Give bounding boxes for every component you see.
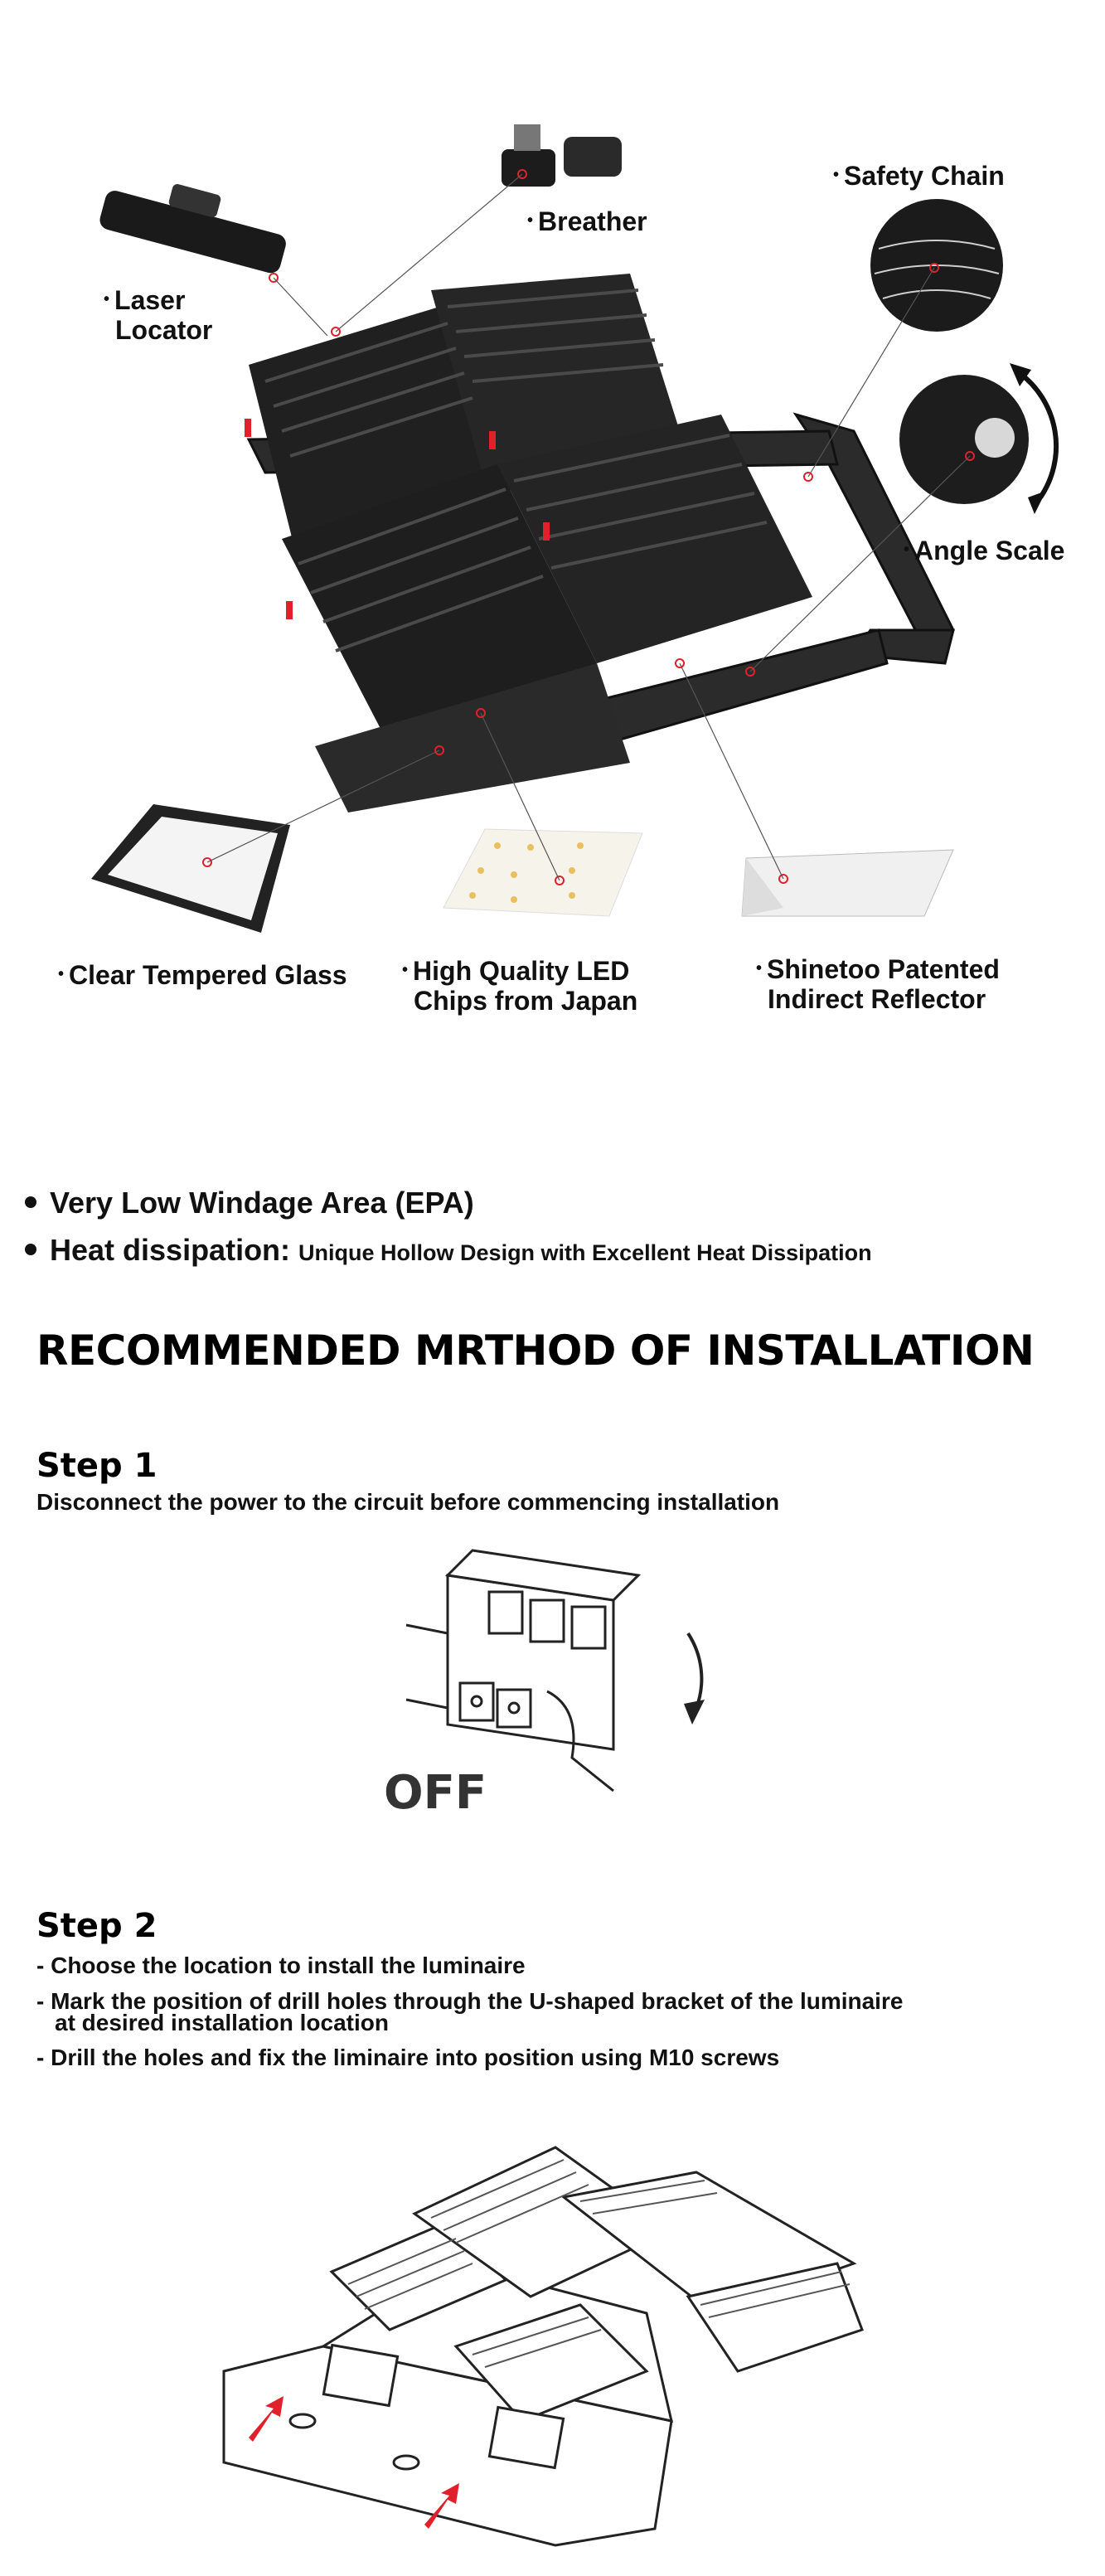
step2-line-2-cont: at desired installation location [55, 2010, 389, 2035]
callout-breather: • Breather [527, 206, 647, 236]
step1-text: Disconnect the power to the circuit before commencing installation [36, 1489, 780, 1515]
bullet-icon [25, 1196, 36, 1208]
feature-windage: Very Low Windage Area (EPA) [25, 1186, 474, 1220]
luminaire-body [249, 274, 812, 813]
led-board-image [443, 829, 642, 916]
callout-safety-chain: • Safety Chain [833, 161, 1005, 191]
bullet-icon [25, 1244, 36, 1255]
step2-title: Step 2 [36, 1907, 158, 1945]
product-exploded-view [0, 0, 1105, 1036]
installation-heading: RECOMMENDED MRTHOD OF INSTALLATION [36, 1327, 1035, 1375]
step2-line-2: - Mark the position of drill holes through the U-shaped bracket of the luminaire [36, 1988, 904, 2014]
laser-locator-image [98, 183, 288, 282]
angle-scale-image [899, 363, 1056, 514]
safety-chain-image [870, 199, 1003, 332]
step1-title: Step 1 [36, 1447, 158, 1485]
callout-reflector: • Shinetoo Patented Indirect Reflector [756, 954, 1000, 1014]
step2-line-3: - Drill the holes and fix the liminaire into position using M10 screws [36, 2045, 780, 2070]
callout-led-chips: • High Quality LED Chips from Japan [402, 956, 638, 1016]
off-label: OFF [384, 1766, 487, 1820]
callout-tempered-glass: • Clear Tempered Glass [58, 960, 347, 990]
step2-line-1: - Choose the location to install the luminaire [36, 1953, 526, 1978]
callout-angle-scale: • Angle Scale [904, 536, 1065, 565]
callout-laser-locator: • Laser Locator [104, 285, 213, 345]
tempered-glass-image [91, 804, 290, 933]
feature-heat: Heat dissipation: Unique Hollow Design with Excellent Heat Dissipation [25, 1233, 872, 1268]
reflector-image [742, 850, 953, 916]
luminaire-line-drawing [224, 2147, 862, 2545]
breather-image [502, 124, 622, 187]
mounting-illustration [207, 2098, 879, 2562]
